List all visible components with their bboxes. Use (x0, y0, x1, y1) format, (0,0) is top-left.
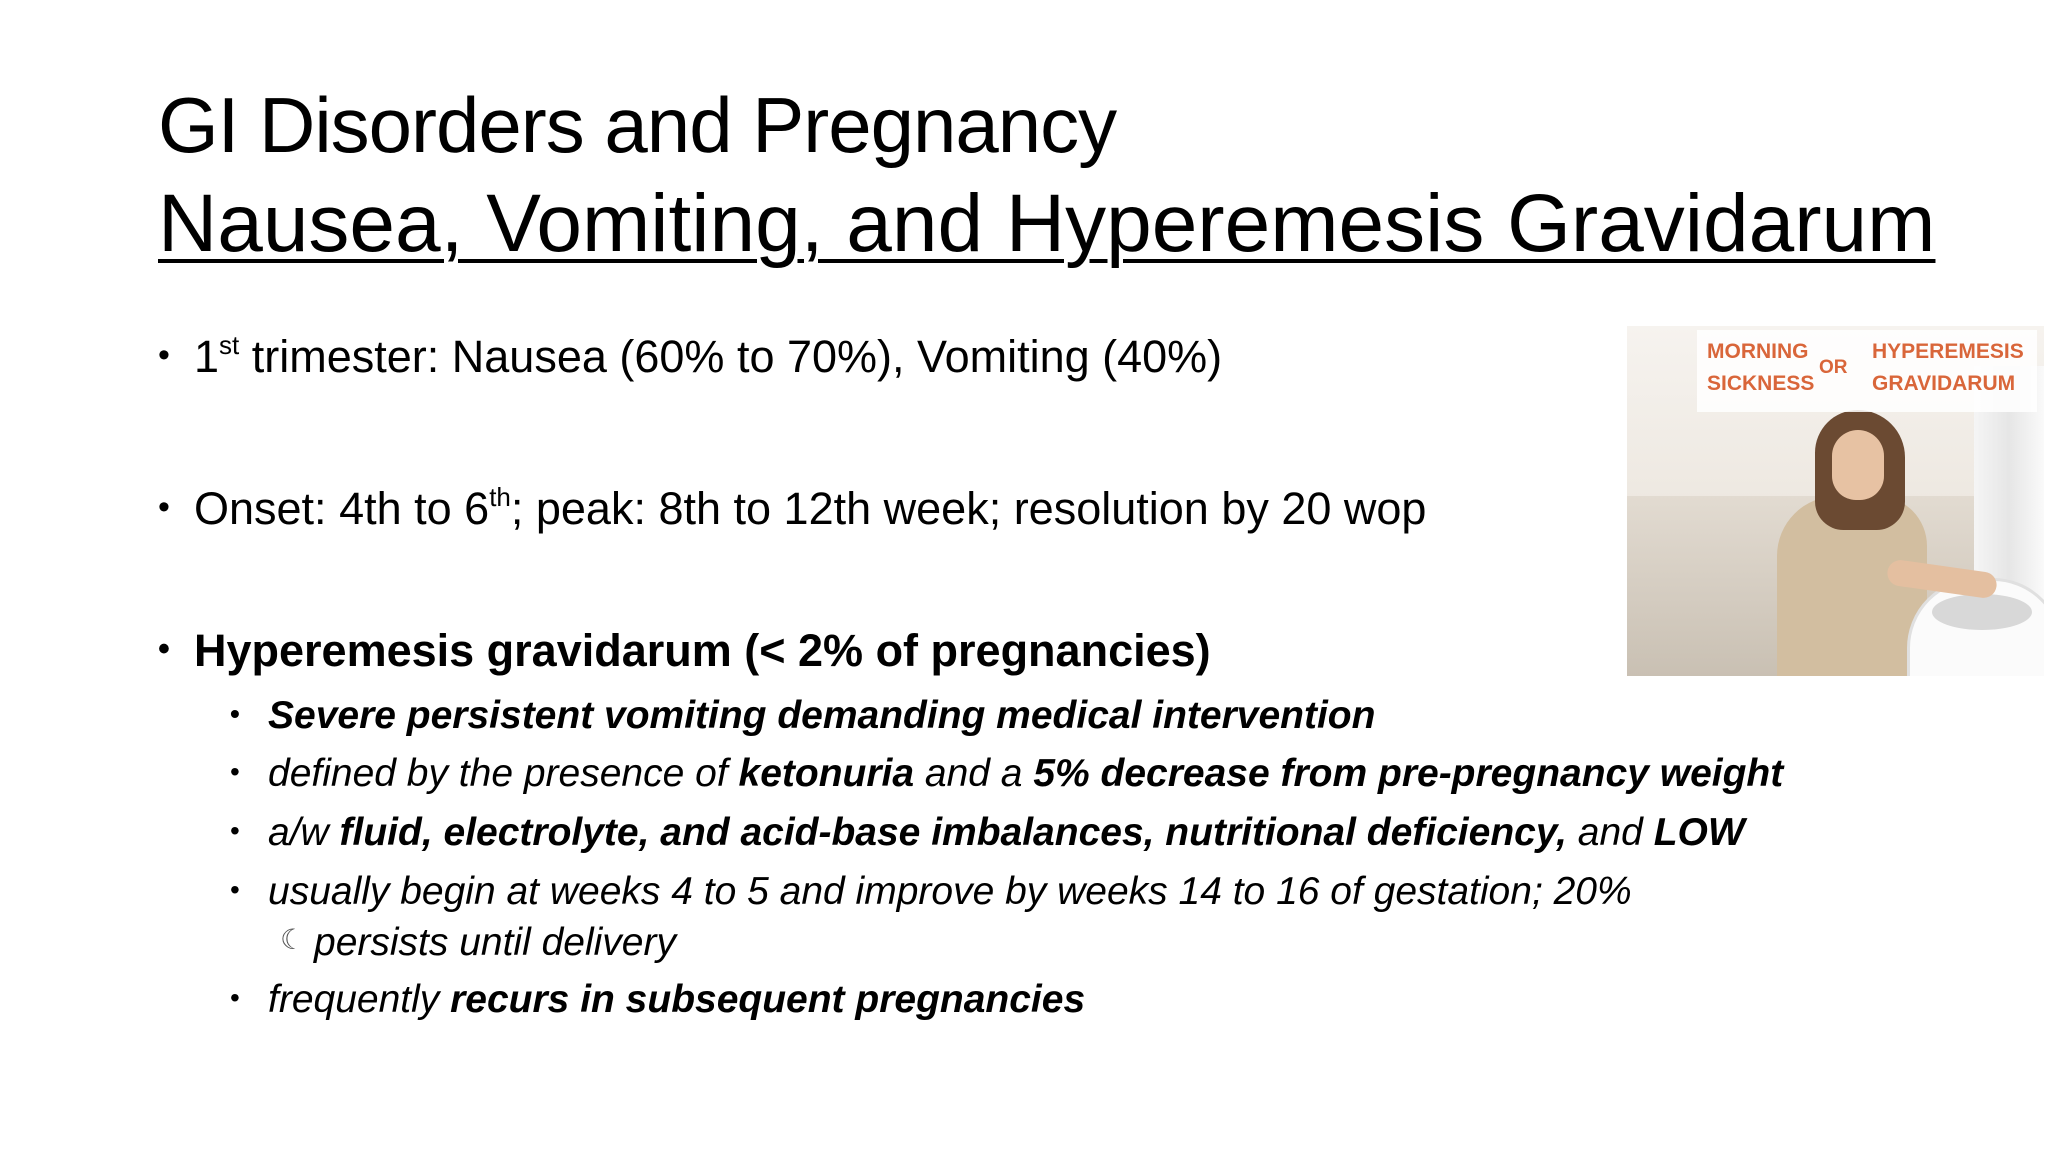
subbullet-text-low: LOW (1653, 811, 1745, 854)
moon-icon: ☾ (280, 924, 306, 955)
subbullet-icon: • (230, 756, 240, 787)
photo-label-or: OR (1819, 357, 1848, 378)
subbullet-text-3: and a (914, 752, 1034, 795)
subbullet-text-imbalances: fluid, electrolyte, and acid-base imbalances, nutritional deficiency, (339, 811, 1567, 854)
bullet-text-pre: Onset: 4th to 6 (194, 483, 490, 534)
subbullet-text-2: persists until delivery (314, 921, 676, 964)
subbullet-severe-vomiting (230, 690, 1375, 740)
subbullet-text-1: a/w (268, 811, 340, 854)
subbullet-timing-continued (280, 916, 676, 967)
bullet-hyperemesis (158, 622, 1211, 678)
photo-label-line: HYPEREMESIS (1872, 340, 2024, 363)
subbullet-icon: • (230, 698, 240, 729)
bullet-icon: • (158, 336, 170, 374)
slide-title: GI Disorders and Pregnancy (158, 81, 1117, 169)
bullet-onset (158, 470, 1426, 536)
subbullet-text-1: defined by the presence of (268, 752, 739, 795)
subbullet-definition (230, 748, 1783, 798)
bullet-icon: • (158, 488, 170, 526)
bullet-text-post: ; peak: 8th to 12th week; resolution by 20 wop (510, 483, 1427, 534)
subbullet-icon: • (230, 982, 240, 1013)
bullet-first-trimester (158, 318, 1222, 384)
bullet-icon: • (158, 630, 170, 668)
subbullet-icon: • (230, 874, 240, 905)
subbullet-text: Severe persistent vomiting demanding medical intervention (268, 694, 1376, 737)
slide-subtitle: Nausea, Vomiting, and Hyperemesis Gravidarum (158, 178, 1936, 269)
subbullet-text-1: usually begin at weeks 4 to 5 and improve by weeks 14 to 16 of gestation; 20% (268, 870, 1632, 913)
subbullet-recurrence (230, 974, 1085, 1024)
photo-label-morning-sickness (1707, 336, 1814, 400)
morning-sickness-photo (1627, 326, 2044, 676)
photo-label-line: MORNING (1707, 340, 1809, 363)
photo-label-line: GRAVIDARUM (1872, 372, 2016, 395)
subbullet-timing (230, 866, 1632, 916)
subbullet-text-weight: 5% decrease from pre-pregnancy weight (1033, 752, 1784, 795)
subbullet-icon: • (230, 815, 240, 846)
subbullet-text-3: and (1566, 811, 1654, 854)
subbullet-text-1: frequently (268, 978, 451, 1021)
photo-label-hyperemesis (1872, 336, 2024, 400)
photo-woman-face (1832, 430, 1884, 500)
subbullet-text-recurs: recurs in subsequent pregnancies (450, 978, 1086, 1021)
subbullet-text-ketonuria: ketonuria (738, 752, 915, 795)
subbullet-imbalances (230, 807, 1745, 857)
photo-label-line: SICKNESS (1707, 372, 1815, 395)
photo-toilet-bowl (1932, 594, 2032, 630)
bullet-text-sup: st (219, 330, 240, 360)
bullet-text-sup: th (489, 482, 511, 512)
bullet-text-post: trimester: Nausea (60% to 70%), Vomiting (40%) (239, 331, 1223, 382)
bullet-text-pre: 1 (194, 331, 220, 382)
bullet-text: Hyperemesis gravidarum (< 2% of pregnancies) (194, 625, 1211, 676)
